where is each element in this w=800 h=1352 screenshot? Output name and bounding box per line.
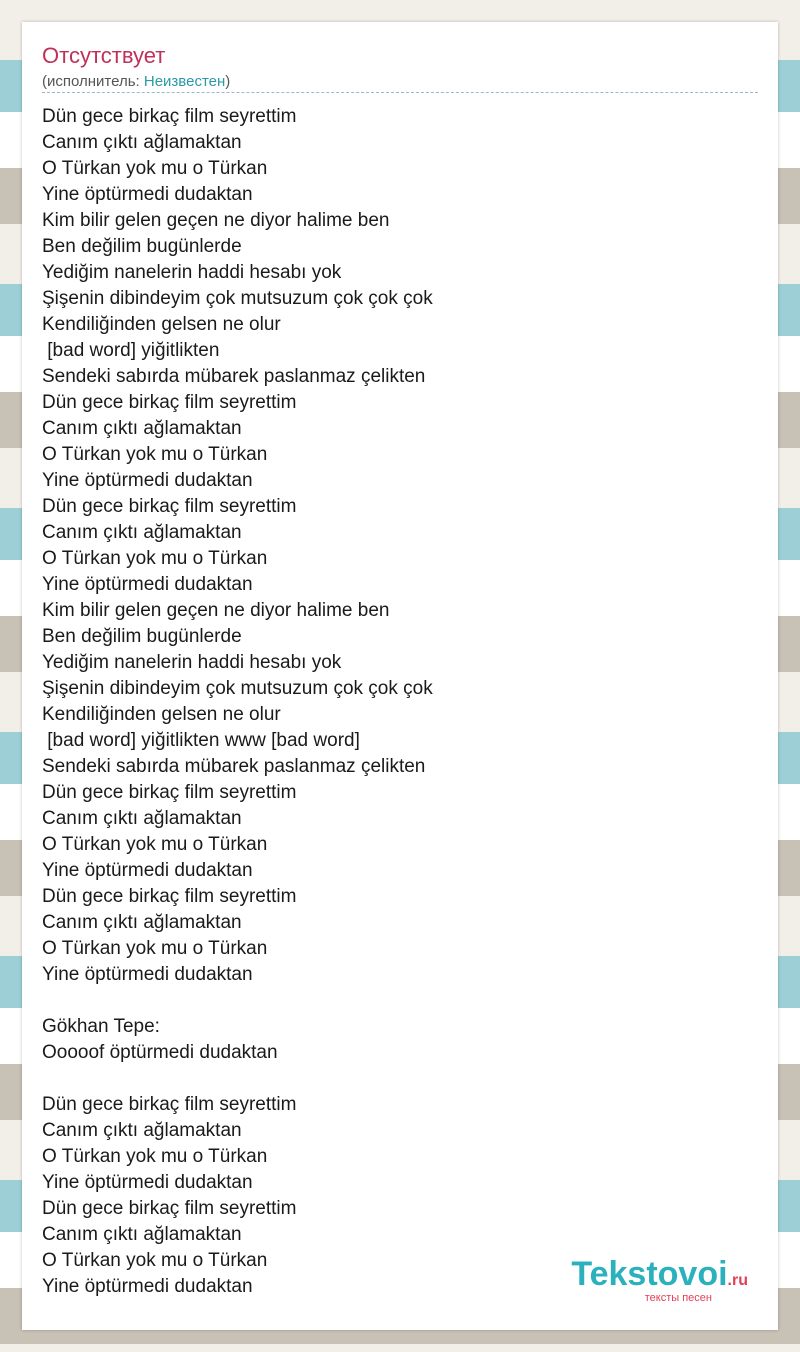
- lyric-line: Canım çıktı ağlamaktan: [42, 912, 242, 933]
- artist-line: [42, 72, 230, 92]
- lyrics-text: [42, 104, 742, 1300]
- lyric-line: Canım çıktı ağlamaktan: [42, 808, 242, 829]
- lyric-line: Dün gece birkaç film seyrettim: [42, 496, 297, 517]
- lyric-line: Sendeki sabırda mübarek paslanmaz çelikten: [42, 756, 426, 777]
- lyric-line: Yine öptürmedi dudaktan: [42, 1276, 253, 1297]
- lyric-line: O Türkan yok mu o Türkan: [42, 1250, 268, 1271]
- site-logo[interactable]: [571, 1256, 748, 1304]
- lyric-line: Sendeki sabırda mübarek paslanmaz çelikten: [42, 366, 426, 387]
- lyric-line: O Türkan yok mu o Türkan: [42, 1146, 268, 1167]
- lyrics-card: [22, 22, 778, 1330]
- lyric-line: Canım çıktı ağlamaktan: [42, 1120, 242, 1141]
- lyric-line: Yine öptürmedi dudaktan: [42, 470, 253, 491]
- lyric-line: Gökhan Tepe:: [42, 1016, 160, 1037]
- logo-main-text: Tekstovoi: [571, 1255, 728, 1293]
- lyric-line: Yine öptürmedi dudaktan: [42, 860, 253, 881]
- lyric-line: O Türkan yok mu o Türkan: [42, 834, 268, 855]
- lyric-line: Yediğim nanelerin haddi hesabı yok: [42, 262, 342, 283]
- lyric-line: Kendiliğinden gelsen ne olur: [42, 704, 281, 725]
- lyric-line: Yine öptürmedi dudaktan: [42, 184, 253, 205]
- artist-prefix: (исполнитель:: [42, 73, 144, 90]
- artist-suffix: ): [225, 73, 231, 90]
- logo-tagline: тексты песен: [644, 1292, 712, 1304]
- lyric-line: Canım çıktı ağlamaktan: [42, 418, 242, 439]
- lyric-line: Kendiliğinden gelsen ne olur: [42, 314, 281, 335]
- lyric-line: Ben değilim bugünlerde: [42, 236, 242, 257]
- song-title: Отсутствует: [42, 43, 166, 68]
- lyric-line: Ben değilim bugünlerde: [42, 626, 242, 647]
- lyric-line: Dün gece birkaç film seyrettim: [42, 886, 297, 907]
- lyric-line: Yine öptürmedi dudaktan: [42, 1172, 253, 1193]
- lyric-line: [bad word] yiğitlikten www [bad word]: [42, 730, 360, 751]
- lyric-line: Dün gece birkaç film seyrettim: [42, 392, 297, 413]
- artist-link[interactable]: Неизвестен: [143, 73, 226, 90]
- lyric-line: O Türkan yok mu o Türkan: [42, 444, 268, 465]
- lyric-line: O Türkan yok mu o Türkan: [42, 158, 268, 179]
- lyric-line: [bad word] yiğitlikten: [42, 340, 220, 361]
- lyric-line: Yediğim nanelerin haddi hesabı yok: [42, 652, 342, 673]
- lyric-line: Dün gece birkaç film seyrettim: [42, 782, 297, 803]
- lyric-line: Kim bilir gelen geçen ne diyor halime ben: [42, 600, 390, 621]
- lyric-line: O Türkan yok mu o Türkan: [42, 938, 268, 959]
- lyric-line: Yine öptürmedi dudaktan: [42, 574, 253, 595]
- lyric-line: Canım çıktı ağlamaktan: [42, 522, 242, 543]
- lyric-line: Kim bilir gelen geçen ne diyor halime ben: [42, 210, 390, 231]
- divider: [42, 92, 758, 93]
- lyric-line: Yine öptürmedi dudaktan: [42, 964, 253, 985]
- lyric-line: Dün gece birkaç film seyrettim: [42, 106, 297, 127]
- lyric-line: Şişenin dibindeyim çok mutsuzum çok çok çok: [42, 288, 433, 309]
- lyric-line: Canım çıktı ağlamaktan: [42, 132, 242, 153]
- lyric-line: [42, 1066, 742, 1092]
- lyric-line: Canım çıktı ağlamaktan: [42, 1224, 242, 1245]
- lyric-line: [42, 988, 742, 1014]
- lyric-line: Dün gece birkaç film seyrettim: [42, 1198, 297, 1219]
- logo-suffix-text: .ru: [727, 1272, 748, 1289]
- lyric-line: Ooooof öptürmedi dudaktan: [42, 1042, 278, 1063]
- lyric-line: O Türkan yok mu o Türkan: [42, 548, 268, 569]
- lyric-line: Dün gece birkaç film seyrettim: [42, 1094, 297, 1115]
- lyric-line: Şişenin dibindeyim çok mutsuzum çok çok çok: [42, 678, 433, 699]
